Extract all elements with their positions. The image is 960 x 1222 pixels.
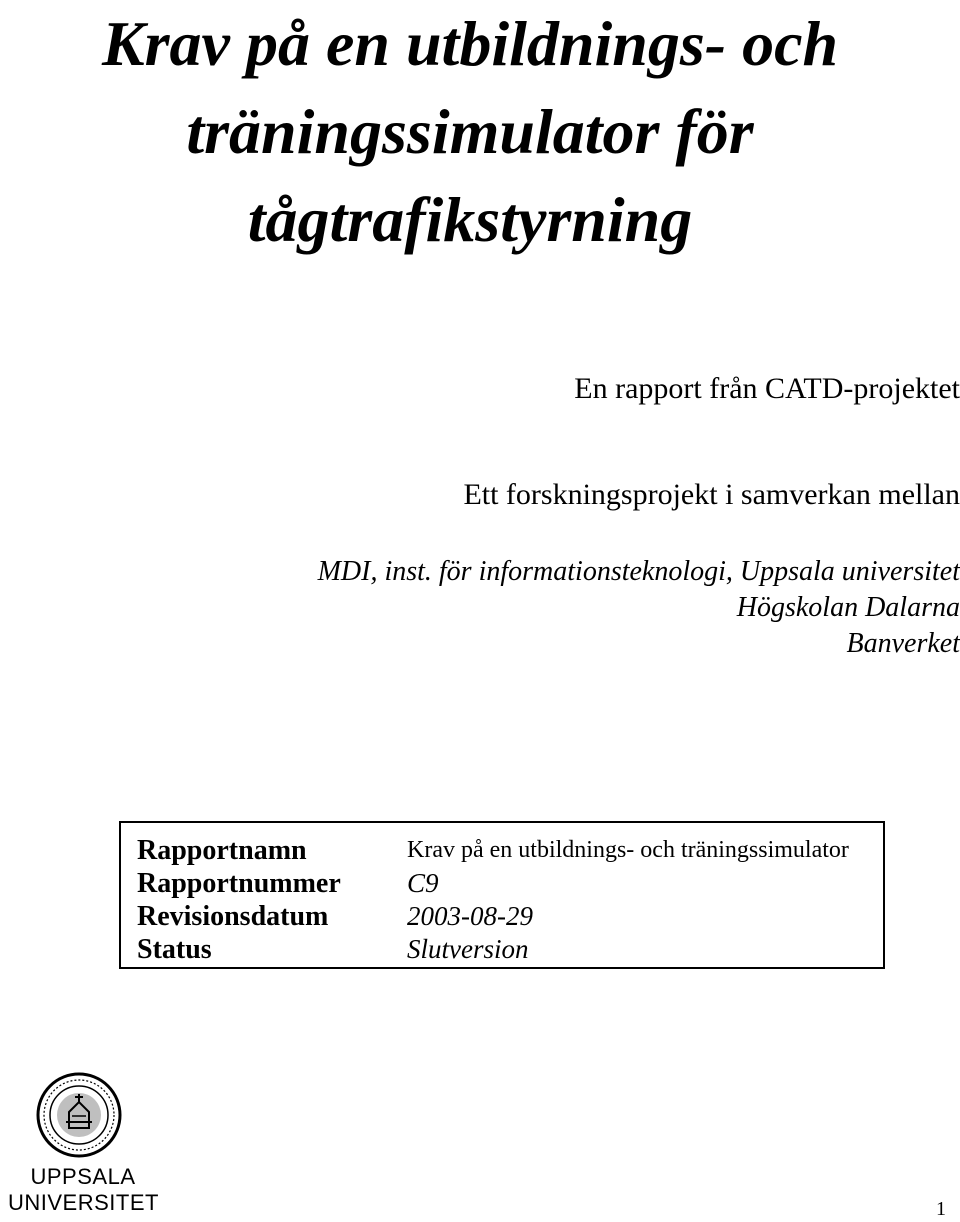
report-name-value: Krav på en utbildnings- och träningssimulator: [407, 837, 849, 863]
report-number-value: C9: [407, 868, 439, 898]
document-title: [0, 0, 940, 264]
report-origin: En rapport från CATD-projektet: [574, 372, 960, 405]
logo-line-2: UNIVERSITET: [8, 1190, 159, 1215]
status-label: Status: [137, 934, 212, 965]
status-value: Slutversion: [407, 934, 529, 964]
partner-item: Banverket: [846, 628, 960, 659]
report-name-label: Rapportnamn: [137, 835, 307, 866]
report-number-label: Rapportnummer: [137, 868, 341, 899]
title-line-3: tågtrafikstyrning: [247, 184, 693, 255]
revision-date-label: Revisionsdatum: [137, 901, 329, 932]
logo-line-1: UPPSALA: [30, 1164, 136, 1189]
page-number: 1: [936, 1198, 946, 1220]
partner-list: [318, 554, 960, 662]
partner-item: Högskolan Dalarna: [736, 592, 960, 623]
logo-wordmark: [8, 1164, 158, 1216]
university-seal-icon: [36, 1072, 122, 1158]
collaboration-intro: Ett forskningsprojekt i samverkan mellan: [463, 478, 960, 511]
report-info-box: [119, 821, 885, 969]
title-line-2: träningssimulator för: [186, 96, 754, 167]
title-line-1: Krav på en utbildnings- och: [101, 8, 839, 79]
partner-item: MDI, inst. för informationsteknologi, Uppsala universitet: [317, 556, 960, 587]
uppsala-university-logo: [8, 1072, 158, 1222]
revision-date-value: 2003-08-29: [407, 901, 533, 931]
